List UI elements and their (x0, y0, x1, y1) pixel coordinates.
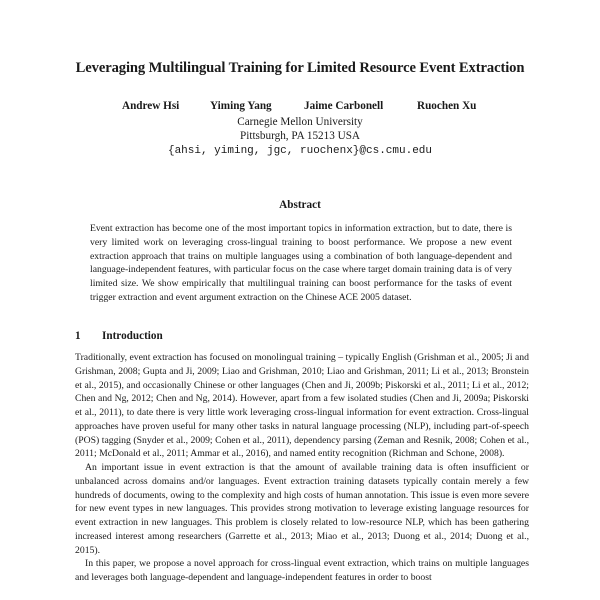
abstract-text: Event extraction has become one of the most important topics in information extraction, but to date, there is very limited work on leveraging cross-lingual training to boost performance. We propose a new event extraction approach that trains on multiple languages using a combination of both language-dependent and language-independent features, with particular focus on the case where target domain training data is of very limited size. We show empirically that multilingual training can boost performance for the tasks of event trigger extraction and event argument extraction on the Chinese ACE 2005 dataset. (90, 223, 512, 303)
author-name: Jaime Carbonell (304, 100, 384, 112)
affiliation-location: Pittsburgh, PA 15213 USA (240, 130, 360, 142)
author-name: Yiming Yang (210, 100, 272, 112)
author-name: Andrew Hsi (122, 100, 180, 112)
affiliation-institution: Carnegie Mellon University (237, 116, 363, 128)
section-number: 1 (75, 330, 81, 342)
author-list (0, 100, 600, 116)
body-paragraph: An important issue in event extraction is that the amount of available training data is often insufficient or unbalanced across domains and/or languages. Event extraction training datasets typically contain merely a few hundreds of documents, owing to the complexity and high costs of human annotation. This issue is even more severe for new event types in new languages. This provides strong motivation to leverage existing language resources for event extraction in new languages. This problem is closely related to low-resource NLP, which has been gathering increased interest among researchers (Garrette et al., 2013; Miao et al., 2013; Duong et al., 2014; Duong et al., 2015). (75, 462, 529, 556)
abstract-heading: Abstract (279, 199, 321, 211)
body-paragraph: Traditionally, event extraction has focused on monolingual training – typically English (Grishman et al., 2005; Ji and Grishman, 2008; Gupta and Ji, 2009; Liao and Grishman, 2010; Liao and Grishman, 2011; Li et al., 2013; Bronstein et al., 2015), and occasionally Chinese or other languages (Chen and Ji, 2009b; Piskorski et al., 2011; Li et al., 2012; Chen and Ng, 2012; Chen and Ng, 2014). However, apart from a few isolated studies (Chen and Ji, 2009a; Piskorski et al., 2011), to date there is very little work leveraging cross-lingual information for event extraction. Cross-lingual approaches have proven useful for many other tasks in natural language processing (NLP), including part-of-speech (POS) tagging (Snyder et al., 2009; Cohen et al., 2011), dependency parsing (Zeman and Resnik, 2008; Cohen et al., 2011; McDonald et al., 2011; Ammar et al., 2016), and named entity recognition (Richman and Schone, 2008). (75, 352, 529, 460)
affiliation-email: {ahsi, yiming, jgc, ruochenx}@cs.cmu.edu (167, 145, 433, 157)
section-heading (75, 330, 163, 342)
body-paragraph: In this paper, we propose a novel approach for cross-lingual event extraction, which trains on multiple languages and leverages both language-dependent and language-independent features in order to boost (75, 558, 529, 583)
author-name: Ruochen Xu (417, 100, 477, 112)
section-body (75, 351, 529, 585)
section-title: Introduction (102, 330, 163, 342)
paper-title: Leveraging Multilingual Training for Limited Resource Event Extraction (75, 60, 525, 76)
